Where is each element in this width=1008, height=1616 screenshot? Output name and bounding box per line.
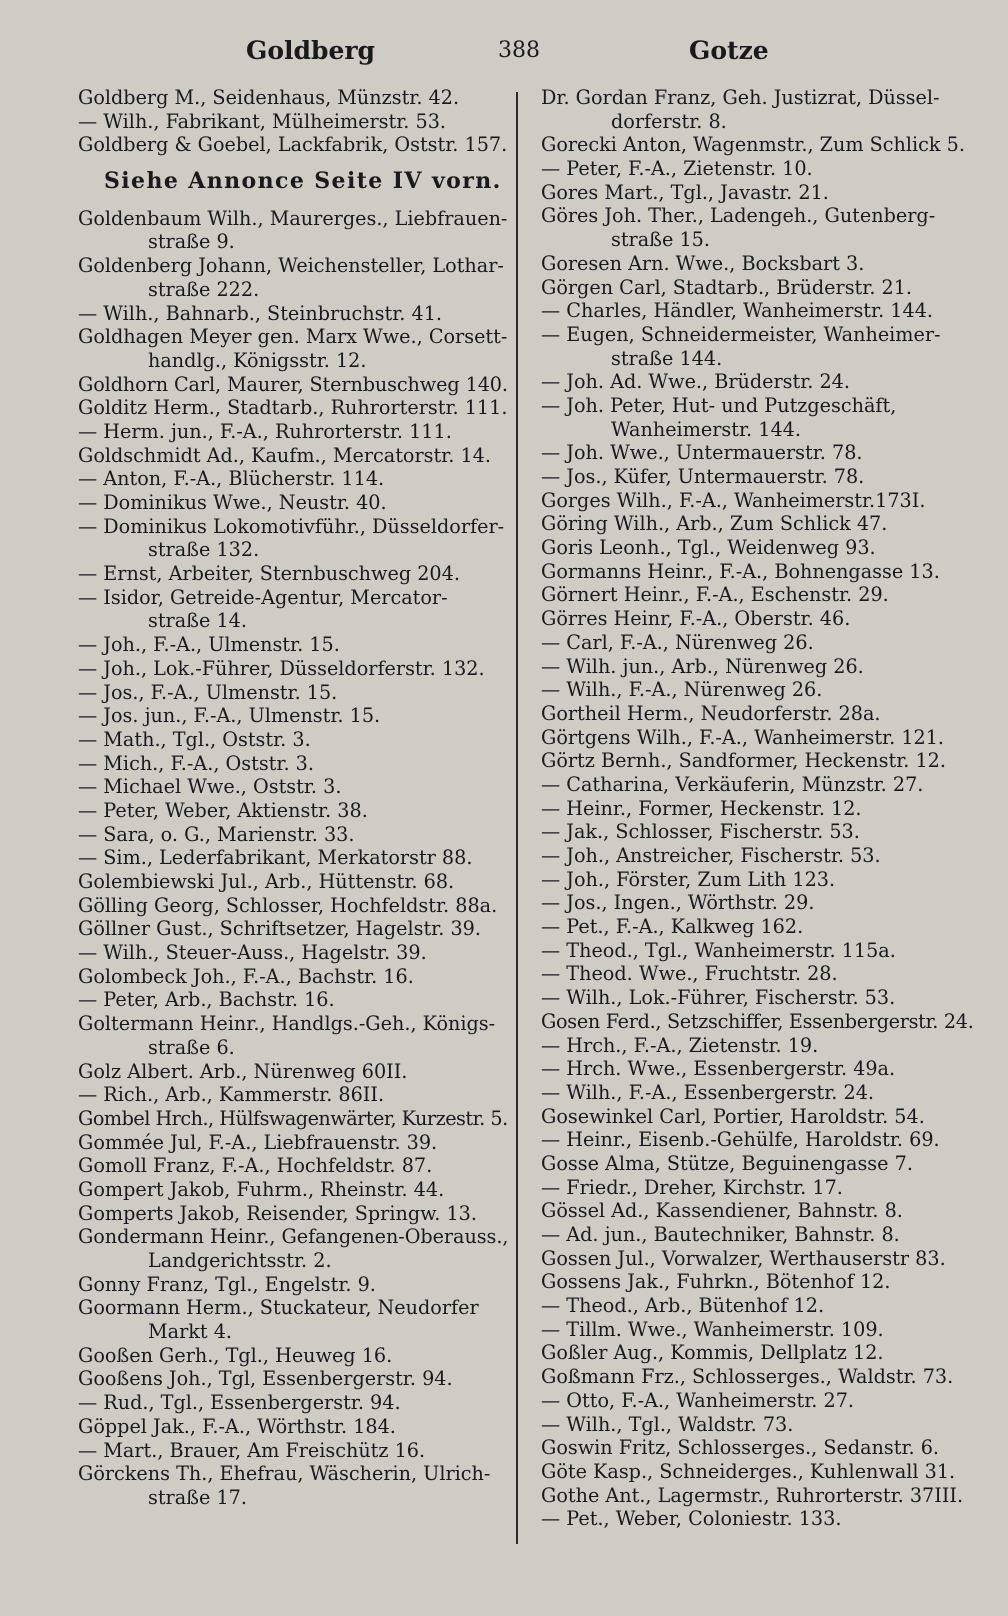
directory-entry: — Wilh., F.-A., Nürenweg 26. bbox=[541, 678, 823, 702]
directory-entry: — Mich., F.-A., Oststr. 3. bbox=[78, 751, 314, 775]
directory-entry: Goltermann Heinr., Handlgs.-Geh., Königs- bbox=[78, 1012, 496, 1036]
directory-entry: — Friedr., Dreher, Kirchstr. 17. bbox=[541, 1175, 843, 1199]
directory-entry: Gomoll Franz, F.-A., Hochfeldstr. 87. bbox=[78, 1154, 433, 1178]
directory-entry: — Isidor, Getreide-Agentur, Mercator- bbox=[78, 585, 448, 609]
directory-entry: — Catharina, Verkäuferin, Münzstr. 27. bbox=[541, 772, 924, 796]
directory-entry: — Tillm. Wwe., Wanheimerstr. 109. bbox=[541, 1317, 884, 1341]
directory-entry-continuation: straße 222. bbox=[148, 277, 260, 301]
directory-entry: Gorecki Anton, Wagenmstr., Zum Schlick 5. bbox=[541, 133, 965, 157]
right-column bbox=[541, 86, 973, 1531]
directory-entry: — Peter, Arb., Bachstr. 16. bbox=[78, 988, 335, 1012]
directory-entry: Golz Albert. Arb., Nürenweg 60II. bbox=[78, 1059, 408, 1083]
directory-entry: Gosse Alma, Stütze, Beguinengasse 7. bbox=[541, 1151, 913, 1175]
directory-entry: Görres Heinr, F.-A., Oberstr. 46. bbox=[541, 607, 851, 631]
annonce-heading: Siehe Annonce Seite IV vorn. bbox=[104, 168, 502, 195]
directory-entry: — Theod. Wwe., Fruchtstr. 28. bbox=[541, 962, 838, 986]
directory-entry-continuation: Markt 4. bbox=[148, 1320, 233, 1344]
directory-entry: Görnert Heinr., F.-A., Eschenstr. 29. bbox=[541, 583, 889, 607]
directory-entry: Gossens Jak., Fuhrkn., Bötenhof 12. bbox=[541, 1270, 891, 1294]
directory-entry: — Sim., Lederfabrikant, Merkatorstr 88. bbox=[78, 846, 473, 870]
directory-entry: — Heinr., Eisenb.-Gehülfe, Haroldstr. 69. bbox=[541, 1128, 940, 1152]
directory-entry: Gomperts Jakob, Reisender, Springw. 13. bbox=[78, 1201, 477, 1225]
directory-entry: — Jos. jun., F.-A., Ulmenstr. 15. bbox=[78, 704, 381, 728]
directory-entry: Görtz Bernh., Sandformer, Heckenstr. 12. bbox=[541, 749, 946, 773]
directory-entry: — Joh., Lok.-Führer, Düsseldorferstr. 132. bbox=[78, 656, 485, 680]
directory-entry: Goldberg & Goebel, Lackfabrik, Oststr. 157. bbox=[78, 133, 508, 157]
directory-entry: — Wilh., Steuer-Auss., Hagelstr. 39. bbox=[78, 941, 427, 965]
directory-entry: Gorges Wilh., F.-A., Wanheimerstr.173I. bbox=[541, 488, 926, 512]
directory-entry: — Heinr., Former, Heckenstr. 12. bbox=[541, 796, 862, 820]
directory-entry: — Hrch. Wwe., Essenbergerstr. 49a. bbox=[541, 1057, 896, 1081]
directory-entry-continuation: straße 15. bbox=[611, 228, 710, 252]
directory-entry: Goldberg M., Seidenhaus, Münzstr. 42. bbox=[78, 86, 460, 109]
directory-entry: Göppel Jak., F.-A., Wörthstr. 184. bbox=[78, 1414, 396, 1438]
directory-entry-continuation: handlg., Königsstr. 12. bbox=[148, 348, 367, 372]
directory-entry: — Eugen, Schneidermeister, Wanheimer- bbox=[541, 322, 941, 346]
directory-entry-continuation: straße 17. bbox=[148, 1485, 247, 1509]
directory-entry: — Wilh. jun., Arb., Nürenweg 26. bbox=[541, 654, 864, 678]
directory-entry: Gompert Jakob, Fuhrm., Rheinstr. 44. bbox=[78, 1177, 445, 1201]
directory-entry: Gommée Jul, F.-A., Liebfrauenstr. 39. bbox=[78, 1130, 438, 1154]
directory-entry: — Peter, F.-A., Zietenstr. 10. bbox=[541, 157, 813, 181]
directory-entry-continuation: dorferstr. 8. bbox=[611, 109, 727, 133]
directory-entry: Gössel Ad., Kassendiener, Bahnstr. 8. bbox=[541, 1199, 903, 1223]
directory-entry: Görckens Th., Ehefrau, Wäscherin, Ulrich- bbox=[78, 1462, 491, 1486]
directory-entry: Göte Kasp., Schneiderges., Kuhlenwall 31. bbox=[541, 1459, 956, 1483]
directory-entry-continuation: straße 144. bbox=[611, 346, 723, 370]
directory-entry: — Michael Wwe., Oststr. 3. bbox=[78, 775, 342, 799]
directory-entry: Gondermann Heinr., Gefangenen-Oberauss., bbox=[78, 1225, 509, 1249]
directory-entry-continuation: Landgerichtsstr. 2. bbox=[148, 1249, 332, 1272]
directory-entry: — Wilh., Bahnarb., Steinbruchstr. 41. bbox=[78, 301, 442, 325]
directory-entry: — Herm. jun., F.-A., Ruhrorterstr. 111. bbox=[78, 419, 452, 443]
directory-entry: — Anton, F.-A., Blücherstr. 114. bbox=[78, 467, 385, 491]
directory-entry: — Jos., Küfer, Untermauerstr. 78. bbox=[541, 465, 865, 488]
header-last-name: Gotze bbox=[689, 36, 769, 65]
directory-entry: Gonny Franz, Tgl., Engelstr. 9. bbox=[78, 1272, 376, 1296]
directory-entry: Goris Leonh., Tgl., Weidenweg 93. bbox=[541, 536, 876, 560]
directory-entry: Gosewinkel Carl, Portier, Haroldstr. 54. bbox=[541, 1104, 925, 1128]
directory-entry: Goswin Fritz, Schlosserges., Sedanstr. 6. bbox=[541, 1436, 940, 1460]
directory-entry-continuation: Wanheimerstr. 144. bbox=[611, 417, 801, 441]
directory-entry: — Joh., Förster, Zum Lith 123. bbox=[541, 867, 836, 891]
directory-entry: Goormann Herm., Stuckateur, Neudorfer bbox=[78, 1296, 479, 1320]
directory-entry: Goresen Arn. Wwe., Bocksbart 3. bbox=[541, 251, 865, 275]
directory-entry: Gombel Hrch., Hülfswagenwärter, Kurzestr. 5. bbox=[78, 1106, 508, 1130]
directory-entry: — Pet., F.-A., Kalkweg 162. bbox=[541, 915, 804, 939]
directory-entry-continuation: straße 132. bbox=[148, 538, 260, 562]
directory-entry: Görtgens Wilh., F.-A., Wanheimerstr. 121. bbox=[541, 725, 945, 749]
directory-entry: Gooßens Joh., Tgl, Essenbergerstr. 94. bbox=[78, 1367, 453, 1391]
directory-entry: — Peter, Weber, Aktienstr. 38. bbox=[78, 798, 368, 822]
directory-entry: Goldenberg Johann, Weichensteller, Lothar- bbox=[78, 254, 504, 278]
directory-entry: — Hrch., F.-A., Zietenstr. 19. bbox=[541, 1033, 819, 1057]
directory-entry: Gooßen Gerh., Tgl., Heuweg 16. bbox=[78, 1343, 393, 1367]
header-first-name: Goldberg bbox=[246, 36, 376, 65]
directory-entry: — Wilh., Fabrikant, Mülheimerstr. 53. bbox=[78, 109, 447, 133]
directory-entry: Göring Wilh., Arb., Zum Schlick 47. bbox=[541, 512, 888, 536]
directory-entry: Gormanns Heinr., F.-A., Bohnengasse 13. bbox=[541, 559, 940, 583]
directory-entry: — Wilh., Tgl., Waldstr. 73. bbox=[541, 1412, 794, 1436]
directory-entry: — Pet., Weber, Coloniestr. 133. bbox=[541, 1507, 842, 1531]
directory-entry: — Carl, F.-A., Nürenweg 26. bbox=[541, 630, 814, 654]
directory-entry: Goldschmidt Ad., Kaufm., Mercatorstr. 14. bbox=[78, 443, 491, 467]
directory-entry: — Jak., Schlosser, Fischerstr. 53. bbox=[541, 820, 860, 844]
page-header bbox=[0, 36, 1008, 76]
directory-entry: — Dominikus Wwe., Neustr. 40. bbox=[78, 491, 387, 514]
directory-entry: — Wilh., Lok.-Führer, Fischerstr. 53. bbox=[541, 986, 896, 1010]
directory-entry-continuation: straße 14. bbox=[148, 609, 247, 633]
directory-entry: — Ernst, Arbeiter, Sternbuschweg 204. bbox=[78, 562, 460, 586]
directory-entry: Golditz Herm., Stadtarb., Ruhrorterstr. 111. bbox=[78, 396, 508, 420]
directory-entry: — Otto, F.-A., Wanheimerstr. 27. bbox=[541, 1388, 855, 1412]
page-number: 388 bbox=[498, 38, 540, 63]
directory-entry: Göres Joh. Ther., Ladengeh., Gutenberg- bbox=[541, 204, 936, 228]
directory-entry: Görgen Carl, Stadtarb., Brüderstr. 21. bbox=[541, 275, 913, 299]
directory-entry: Gosen Ferd., Setzschiffer, Essenbergerstr. 24. bbox=[541, 1009, 974, 1033]
directory-entry: — Joh. Wwe., Untermauerstr. 78. bbox=[541, 441, 863, 465]
directory-entry: — Theod., Tgl., Wanheimerstr. 115a. bbox=[541, 938, 896, 962]
directory-entry: — Joh. Ad. Wwe., Brüderstr. 24. bbox=[541, 370, 850, 394]
left-column bbox=[78, 86, 508, 1510]
directory-entry: Gores Mart., Tgl., Javastr. 21. bbox=[541, 180, 829, 204]
directory-entry: — Jos., F.-A., Ulmenstr. 15. bbox=[78, 680, 338, 704]
directory-entry: — Jos., Ingen., Wörthstr. 29. bbox=[541, 891, 815, 915]
directory-entry: — Rud., Tgl., Essenbergerstr. 94. bbox=[78, 1391, 401, 1415]
column-divider bbox=[516, 92, 518, 1544]
directory-entry: Dr. Gordan Franz, Geh. Justizrat, Düssel- bbox=[541, 86, 940, 109]
directory-entry: Goldhagen Meyer gen. Marx Wwe., Corsett- bbox=[78, 325, 508, 349]
directory-entry: Goßmann Frz., Schlosserges., Waldstr. 73. bbox=[541, 1365, 954, 1389]
directory-entry: — Ad. jun., Bautechniker, Bahnstr. 8. bbox=[541, 1223, 900, 1246]
directory-entry: — Joh., Anstreicher, Fischerstr. 53. bbox=[541, 844, 881, 867]
directory-entry: — Sara, o. G., Marienstr. 33. bbox=[78, 822, 355, 846]
directory-entry: — Theod., Arb., Bütenhof 12. bbox=[541, 1294, 825, 1318]
directory-entry: — Wilh., F.-A., Essenbergerstr. 24. bbox=[541, 1080, 875, 1104]
directory-entry-continuation: straße 6. bbox=[148, 1035, 235, 1059]
directory-entry: — Charles, Händler, Wanheimerstr. 144. bbox=[541, 299, 934, 323]
directory-entry: Gothe Ant., Lagermstr., Ruhrorterstr. 37III. bbox=[541, 1483, 964, 1507]
directory-entry: Golembiewski Jul., Arb., Hüttenstr. 68. bbox=[78, 870, 455, 893]
directory-entry: — Dominikus Lokomotivführ., Düsseldorfer- bbox=[78, 514, 505, 538]
directory-entry: Gölling Georg, Schlosser, Hochfeldstr. 88a. bbox=[78, 893, 498, 917]
directory-entry: Gortheil Herm., Neudorferstr. 28a. bbox=[541, 701, 881, 725]
directory-entry: — Mart., Brauer, Am Freischütz 16. bbox=[78, 1438, 426, 1462]
directory-entry: — Joh. Peter, Hut- und Putzgeschäft, bbox=[541, 393, 897, 417]
directory-entry: — Joh., F.-A., Ulmenstr. 15. bbox=[78, 633, 340, 657]
directory-entry-continuation: straße 9. bbox=[148, 230, 235, 254]
directory-entry: Gossen Jul., Vorwalzer, Werthauserstr 83. bbox=[541, 1246, 946, 1270]
directory-entry: Göllner Gust., Schriftsetzer, Hagelstr. 39. bbox=[78, 917, 481, 941]
directory-entry: — Rich., Arb., Kammerstr. 86II. bbox=[78, 1083, 385, 1107]
directory-entry: Goldenbaum Wilh., Maurerges., Liebfrauen- bbox=[78, 206, 508, 230]
directory-entry: Golombeck Joh., F.-A., Bachstr. 16. bbox=[78, 964, 414, 988]
directory-entry: — Math., Tgl., Oststr. 3. bbox=[78, 727, 311, 751]
directory-entry: Goldhorn Carl, Maurer, Sternbuschweg 140. bbox=[78, 372, 508, 396]
directory-entry: Goßler Aug., Kommis, Dellplatz 12. bbox=[541, 1341, 884, 1365]
